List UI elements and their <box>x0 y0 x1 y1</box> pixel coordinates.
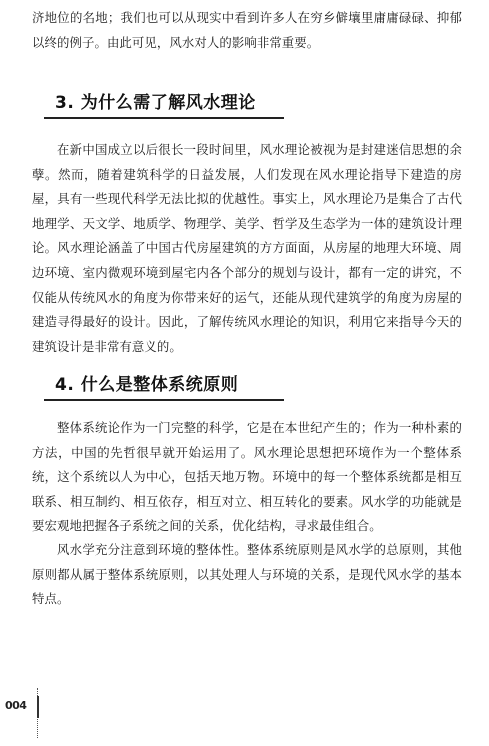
section-3-heading: 3. 为什么需了解风水理论 <box>55 93 256 113</box>
margin-solid-rule <box>37 696 39 718</box>
section-4-paragraph-2: 风水学充分注意到环境的整体性。整体系统原则是风水学的总原则，其他原则都从属于整体系统原则，以其处理人与环境的关系，是现代风水学的基本特点。 <box>32 542 462 607</box>
intro-paragraph: 济地位的名地；我们也可以从现实中看到许多人在穷乡僻壤里庸庸碌碌、抑郁以终的例子。由此可见，风水对人的影响非常重要。 <box>32 10 462 50</box>
section-4-paragraph-1: 整体系统论作为一门完整的科学，它是在本世纪产生的；作为一种朴素的方法，中国的先哲很早就开始运用了。风水理论思想把环境作为一个整体系统，这个系统以人为中心，包括天地万物。环境中的每一个整体系统都是相互联系、相互制约、相互依存，相互对立、相互转化的要素。风水学的功能就是要宏观地把握各子系统之间的关系，优化结构，寻求最佳组合。 <box>32 420 462 534</box>
section-3-paragraph: 在新中国成立以后很长一段时间里，风水理论被视为是封建迷信思想的余孽。然而，随着建筑科学的日益发展，人们发现在风水理论指导下建造的房屋，具有一些现代科学无法比拟的优越性。事实上，风水理论乃是集合了古代地理学、天文学、地质学、物理学、美学、哲学及生态学为一体的建筑设计理论。风水理论涵盖了中国古代房屋建筑的方方面面，从房屋的地理大环境、周边环境、室内微观环境到屋宅内各个部分的规划与设计，都有一定的讲究，不仅能从传统风水的角度为你带来好的运气，还能从现代建筑学的角度为房屋的建造寻得最好的设计。因此，了解传统风水理论的知识，利用它来指导今天的建筑设计是非常有意义的。 <box>32 142 462 354</box>
page-number: 004 <box>5 699 27 712</box>
section-4-heading: 4. 什么是整体系统原则 <box>55 375 239 395</box>
section-4-heading-underline <box>44 399 284 401</box>
section-3-heading-underline <box>44 117 284 119</box>
